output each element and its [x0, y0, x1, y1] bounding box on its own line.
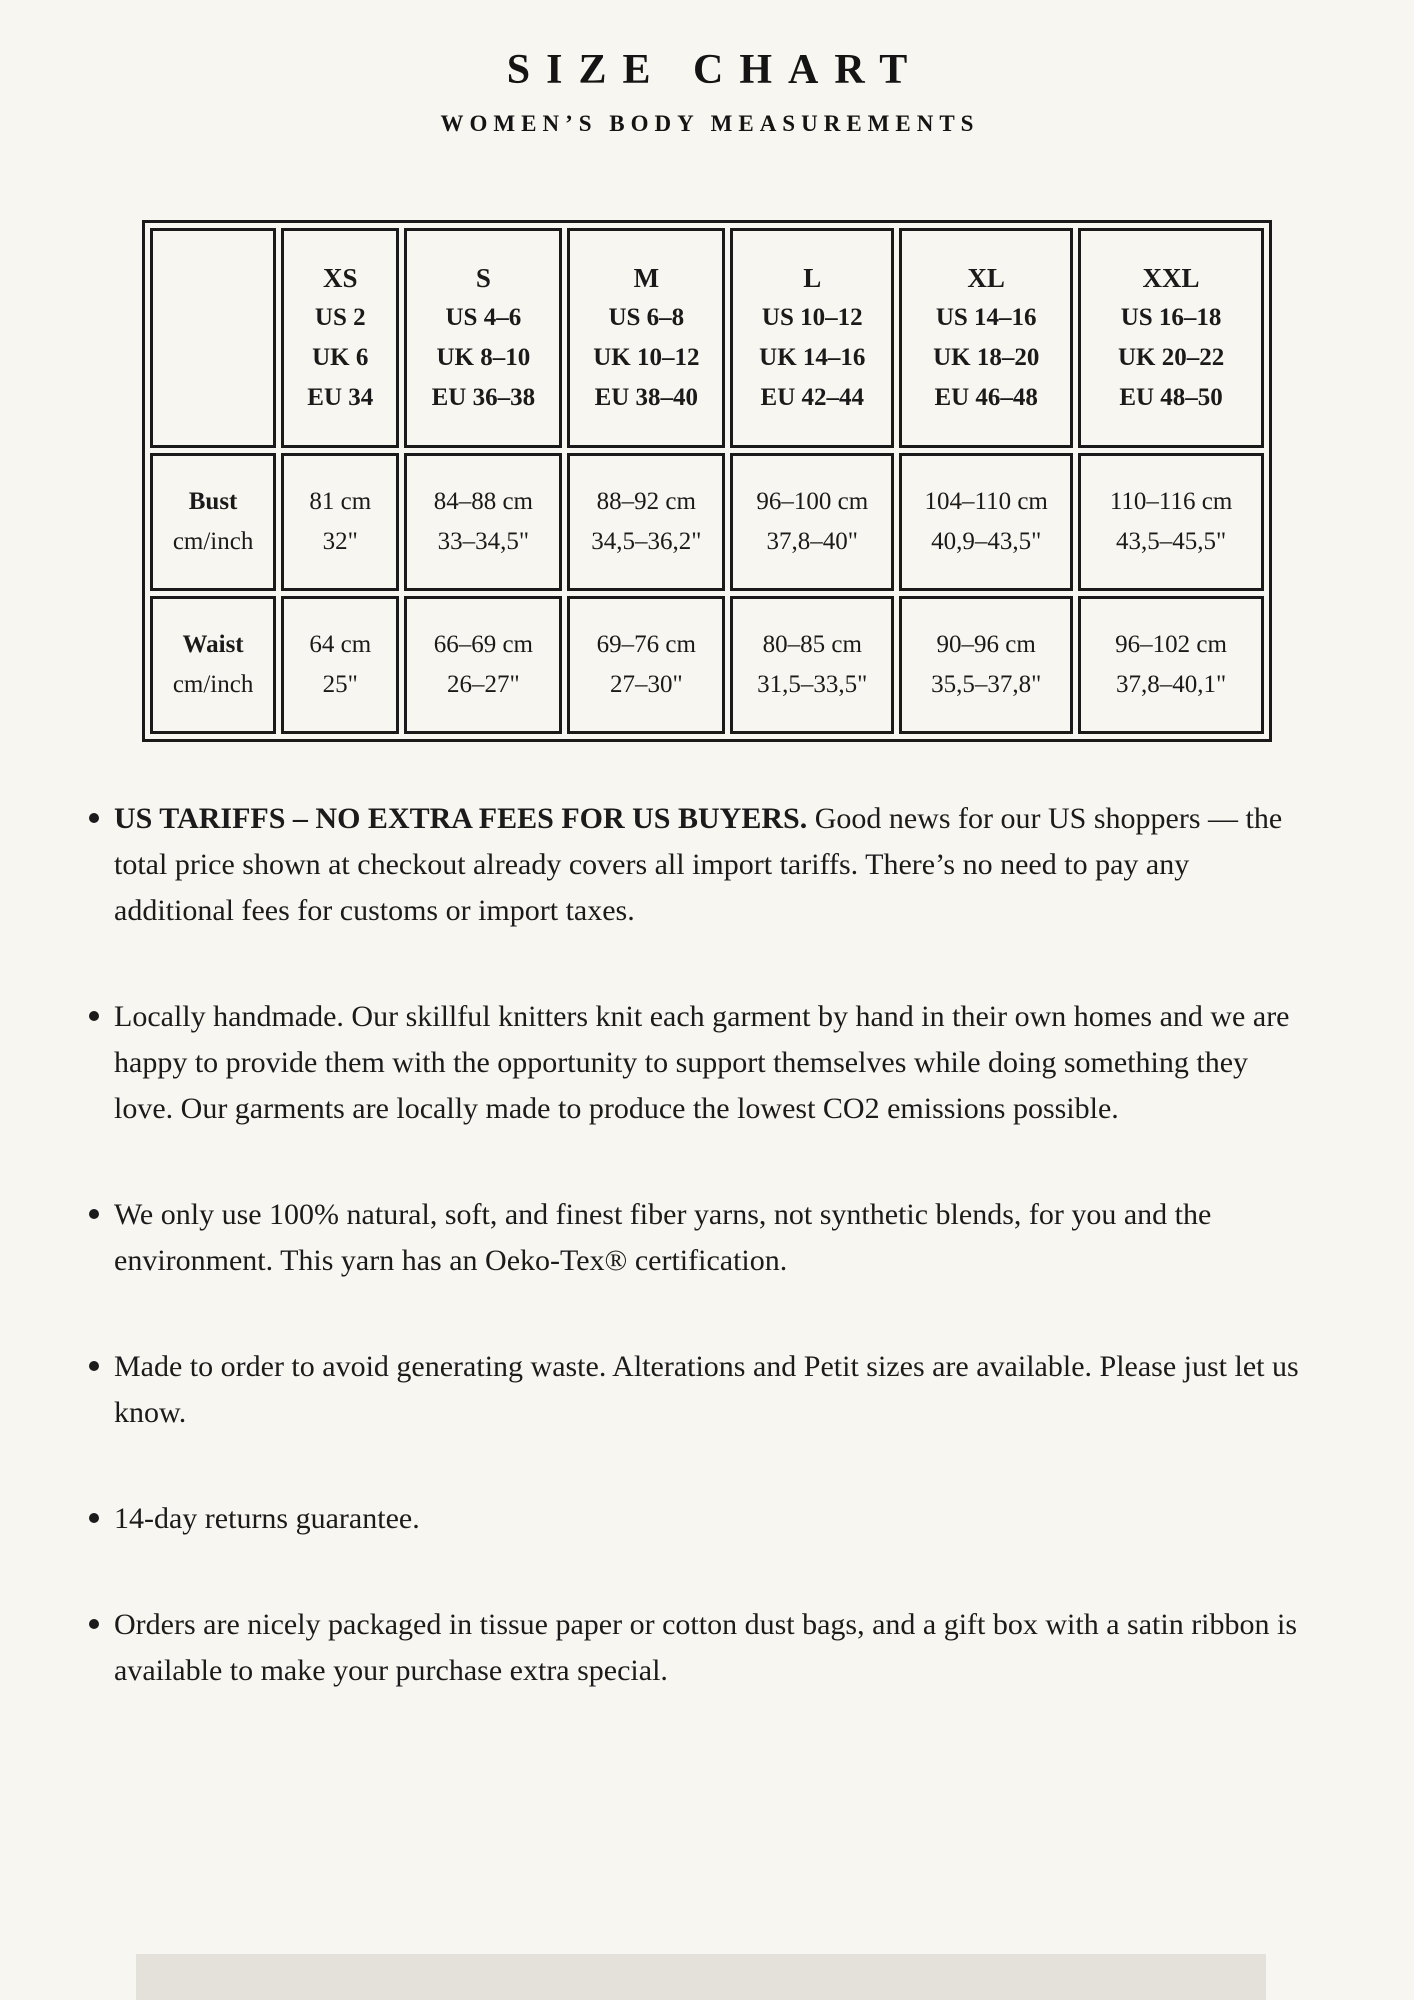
row-unit: cm/inch — [172, 670, 254, 698]
size-label: L — [803, 262, 822, 293]
size-us: US 14–16 — [935, 303, 1037, 331]
value-cm: 81 cm — [309, 487, 372, 515]
size-uk: UK 20–22 — [1117, 343, 1225, 371]
value-inch: 26–27" — [446, 670, 520, 698]
size-us: US 6–8 — [608, 303, 685, 331]
value-cm: 64 cm — [309, 630, 372, 658]
bust-row-label-cell — [150, 453, 276, 591]
size-uk: UK 14–16 — [759, 343, 866, 371]
size-label: XL — [967, 262, 1005, 293]
waist-row — [150, 596, 1264, 734]
value-inch: 34,5–36,2" — [591, 527, 702, 555]
value-inch: 35,5–37,8" — [931, 670, 1042, 698]
page-subtitle: WOMEN’S BODY MEASUREMENTS — [440, 111, 980, 137]
size-uk: UK 10–12 — [593, 343, 700, 371]
size-column-m — [567, 228, 725, 448]
size-column-xl — [899, 228, 1073, 448]
list-item-lead: US TARIFFS – NO EXTRA FEES FOR US BUYERS. — [114, 801, 808, 835]
list-item-made-to-order — [88, 1344, 1310, 1436]
value-cm: 88–92 cm — [596, 487, 696, 515]
size-label: XS — [323, 262, 358, 293]
size-column-s — [404, 228, 562, 448]
size-eu: EU 36–38 — [431, 383, 536, 411]
size-uk: UK 18–20 — [933, 343, 1040, 371]
size-uk: UK 6 — [312, 343, 369, 371]
bottom-cropped-block — [136, 1954, 1266, 2000]
waist-cell-s — [404, 596, 562, 734]
bust-cell-s — [404, 453, 562, 591]
waist-cell-m — [567, 596, 725, 734]
list-item-text: Made to order to avoid generating waste. Alterations and Petit sizes are available. Please just let us know. — [114, 1349, 1299, 1429]
size-table-header-row — [150, 228, 1264, 448]
value-cm: 110–116 cm — [1109, 487, 1233, 515]
size-us: US 10–12 — [761, 303, 863, 331]
size-eu: EU 46–48 — [934, 383, 1038, 411]
list-item-text: Orders are nicely packaged in tissue paper or cotton dust bags, and a gift box with a satin ribbon is available to make your purchase extra special. — [114, 1607, 1298, 1687]
table-corner-cell — [150, 228, 276, 448]
list-item-locally-handmade — [88, 994, 1310, 1132]
bust-cell-xl — [899, 453, 1073, 591]
size-column-xxl — [1078, 228, 1264, 448]
list-item-text: 14-day returns guarantee. — [114, 1501, 420, 1535]
value-cm: 96–100 cm — [756, 487, 869, 515]
size-eu: EU 48–50 — [1119, 383, 1223, 411]
size-us: US 16–18 — [1120, 303, 1222, 331]
list-item-packaging — [88, 1602, 1310, 1694]
list-item-text: We only use 100% natural, soft, and finest fiber yarns, not synthetic blends, for you and the environment. This yarn has an Oeko-Tex® certification. — [114, 1197, 1212, 1277]
bust-row — [150, 453, 1264, 591]
list-item-returns — [88, 1496, 1310, 1542]
bust-cell-xxl — [1078, 453, 1264, 591]
value-cm: 80–85 cm — [762, 630, 862, 658]
size-eu: EU 38–40 — [594, 383, 699, 411]
value-inch: 37,8–40,1" — [1115, 670, 1227, 698]
row-title: Waist — [182, 630, 244, 658]
size-us: US 4–6 — [445, 303, 522, 331]
waist-cell-xl — [899, 596, 1073, 734]
size-column-l — [730, 228, 894, 448]
value-inch: 43,5–45,5" — [1115, 527, 1227, 555]
size-eu: EU 42–44 — [760, 383, 865, 411]
list-item-natural-yarns — [88, 1192, 1310, 1284]
size-column-xs — [281, 228, 399, 448]
size-eu: EU 34 — [307, 383, 374, 411]
size-label: XXL — [1142, 262, 1200, 293]
waist-row-label-cell — [150, 596, 276, 734]
value-cm: 104–110 cm — [924, 487, 1048, 515]
value-cm: 90–96 cm — [936, 630, 1036, 658]
value-cm: 96–102 cm — [1115, 630, 1227, 658]
size-label: M — [633, 262, 660, 293]
page-title: SIZE CHART — [506, 47, 924, 93]
bust-cell-m — [567, 453, 725, 591]
value-inch: 31,5–33,5" — [757, 670, 868, 698]
row-unit: cm/inch — [172, 527, 254, 555]
size-uk: UK 8–10 — [436, 343, 531, 371]
size-us: US 2 — [314, 303, 366, 331]
row-title: Bust — [188, 487, 238, 515]
product-info-list — [88, 796, 1310, 1694]
bust-cell-l — [730, 453, 894, 591]
bust-cell-xs — [281, 453, 399, 591]
value-cm: 84–88 cm — [433, 487, 533, 515]
waist-cell-l — [730, 596, 894, 734]
value-inch: 32" — [322, 527, 358, 555]
list-item-us-tariffs — [88, 796, 1310, 934]
waist-cell-xs — [281, 596, 399, 734]
value-inch: 25" — [322, 670, 358, 698]
size-table — [142, 220, 1272, 742]
value-cm: 69–76 cm — [596, 630, 696, 658]
waist-cell-xxl — [1078, 596, 1264, 734]
value-inch: 40,9–43,5" — [931, 527, 1042, 555]
value-inch: 33–34,5" — [437, 527, 530, 555]
list-item-text: Locally handmade. Our skillful knitters knit each garment by hand in their own homes and we are happy to provide them with the opportunity to support themselves while doing something they love. Our garments are locally made to produce the lowest CO2 emissions possible. — [114, 999, 1290, 1125]
value-inch: 27–30" — [609, 670, 683, 698]
value-inch: 37,8–40" — [766, 527, 858, 555]
list-item-text: Good news for our US shoppers — the total price shown at checkout already covers all import tariffs. There’s no need to pay any additional fees for customs or import taxes. — [114, 801, 1283, 927]
size-label: S — [475, 262, 491, 293]
value-cm: 66–69 cm — [433, 630, 533, 658]
